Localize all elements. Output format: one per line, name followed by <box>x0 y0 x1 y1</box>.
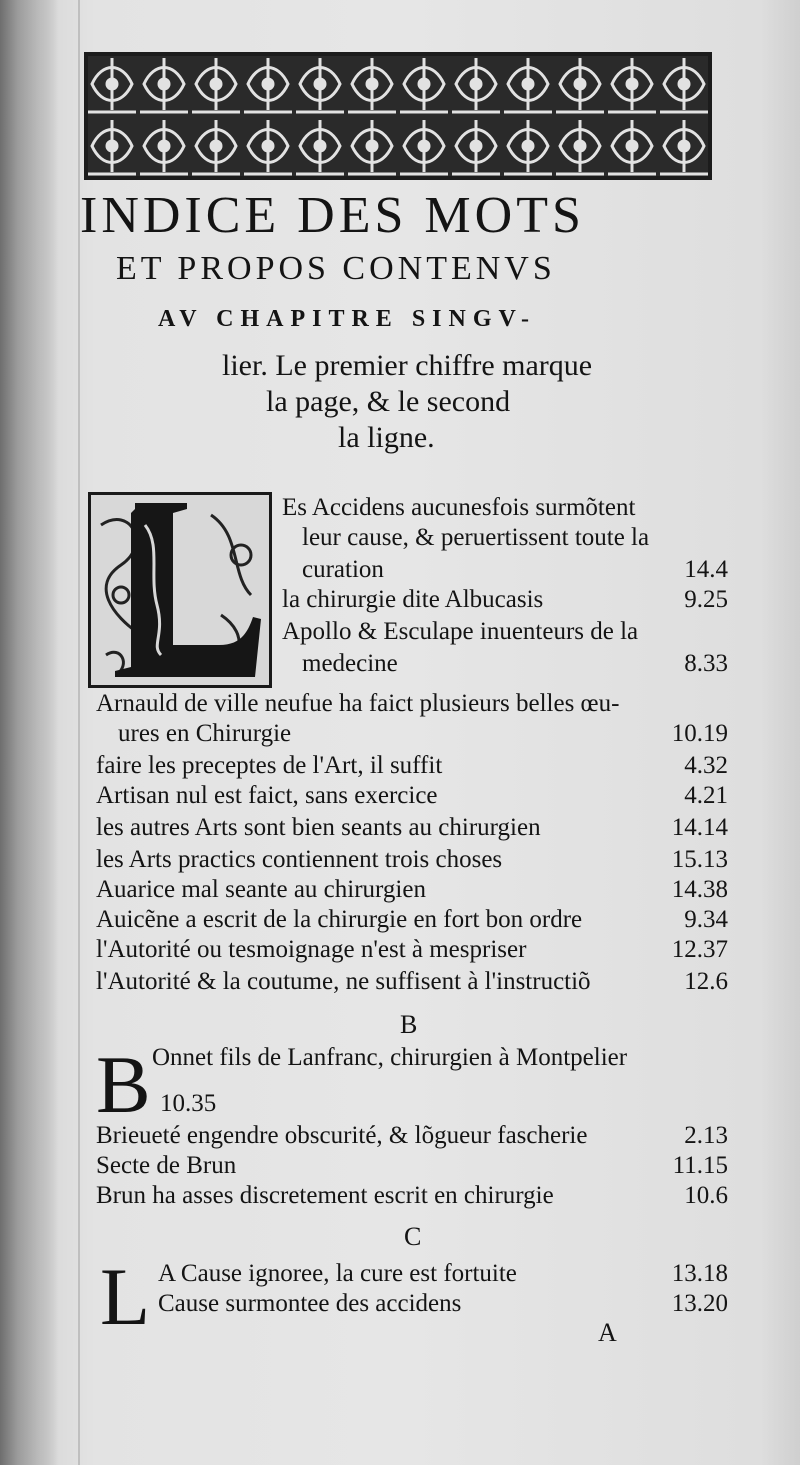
index-entry <box>0 752 800 782</box>
entry-text: medecine <box>302 650 398 677</box>
initial-b: B <box>96 1039 151 1130</box>
entry-text: l'Autorité ou tesmoignage n'est à mespriser <box>96 936 527 963</box>
entry-text: Cause surmontee des accidens <box>158 1290 462 1317</box>
entry-text: ures en Chirurgie <box>118 720 292 747</box>
index-entry <box>0 1152 800 1182</box>
index-entry <box>0 876 800 906</box>
entry-page: 9.34 <box>684 906 728 933</box>
entry-text: les autres Arts sont bien seants au chirurgien <box>96 814 541 841</box>
entry-text: Brieueté engendre obscurité, & lõgueur fascherie <box>96 1122 588 1149</box>
entry-text: les Arts practics contiennent trois choses <box>96 846 503 873</box>
entry-page: 10.19 <box>671 720 728 747</box>
index-entry <box>0 936 800 966</box>
entry-text: A Cause ignoree, la cure est fortuite <box>158 1260 517 1287</box>
entry-page: 14.14 <box>671 814 728 841</box>
index-title-line-3: AV CHAPITRE SINGV- <box>158 306 537 332</box>
index-title-line-2: ET PROPOS CONTENVS <box>116 250 556 287</box>
index-entry <box>0 1044 800 1074</box>
index-entry <box>0 968 800 998</box>
entry-text: Auarice mal seante au chirurgien <box>96 876 426 903</box>
subtitle-line-3: la ligne. <box>338 421 435 454</box>
entry-text: leur cause, & peruertissent toute la <box>302 524 650 551</box>
entry-page: 11.15 <box>672 1152 728 1179</box>
entry-text: l'Autorité & la coutume, ne suffisent à l'instructiõ <box>96 968 591 995</box>
entry-text: Es Accidens aucunesfois surmõtent <box>282 494 636 521</box>
index-entry <box>0 650 800 680</box>
index-entry <box>0 782 800 812</box>
ornamental-headpiece <box>84 52 712 180</box>
entry-page: 13.20 <box>671 1290 728 1317</box>
index-entry <box>0 1260 800 1290</box>
index-entry <box>0 690 800 720</box>
entry-text: Brun ha asses discretement escrit en chirurgie <box>96 1182 554 1209</box>
entry-text: Arnauld de ville neufue ha faict plusieurs belles œu- <box>96 690 620 717</box>
index-entry <box>0 906 800 936</box>
entry-page: 10.6 <box>684 1182 728 1209</box>
subtitle-line-2: la page, & le second <box>266 385 511 418</box>
index-entry <box>0 1290 800 1320</box>
entry-page: 8.33 <box>684 650 728 677</box>
entry-page: 14.38 <box>671 876 728 903</box>
index-entry <box>0 1090 800 1120</box>
index-entry-accidens-cont <box>0 524 800 554</box>
index-entry <box>0 1182 800 1212</box>
section-letter-b: B <box>400 1010 418 1039</box>
index-entry <box>0 618 800 648</box>
entry-page: 2.13 <box>684 1122 728 1149</box>
entry-page: 15.13 <box>671 846 728 873</box>
entry-text: Onnet fils de Lanfranc, chirurgien à Montpelier <box>152 1044 628 1071</box>
entry-page: 14.4 <box>684 556 728 583</box>
entry-page: 9.25 <box>684 586 728 613</box>
index-entry <box>0 586 800 616</box>
entry-page: 4.32 <box>684 752 728 779</box>
subtitle-line-1: lier. Le premier chiffre marque <box>222 349 593 382</box>
entry-text: Auicẽne a escrit de la chirurgie en fort bon ordre <box>96 906 583 933</box>
index-title-line-1: INDICE DES MOTS <box>80 187 585 244</box>
entry-text: faire les preceptes de l'Art, il suffit <box>96 752 443 779</box>
catchword: A <box>598 1318 617 1347</box>
index-entry <box>0 814 800 844</box>
entry-text: la chirurgie dite Albucasis <box>282 586 544 613</box>
index-entry-accidens <box>0 494 800 524</box>
index-entry-curation <box>0 556 800 586</box>
index-entry <box>0 720 800 750</box>
entry-page: 12.6 <box>684 968 728 995</box>
index-entry <box>0 1122 800 1152</box>
entry-text: curation <box>302 556 384 583</box>
entry-page: 4.21 <box>684 782 728 809</box>
section-letter-c: C <box>404 1222 422 1251</box>
entry-page: 13.18 <box>671 1260 728 1287</box>
entry-text: 10.35 <box>160 1090 217 1117</box>
entry-text: Artisan nul est faict, sans exercice <box>96 782 438 809</box>
entry-text: Apollo & Esculape inuenteurs de la <box>282 618 639 645</box>
index-entry <box>0 846 800 876</box>
entry-text: Secte de Brun <box>96 1152 237 1179</box>
initial-l: L <box>100 1251 151 1342</box>
entry-page: 12.37 <box>671 936 728 963</box>
